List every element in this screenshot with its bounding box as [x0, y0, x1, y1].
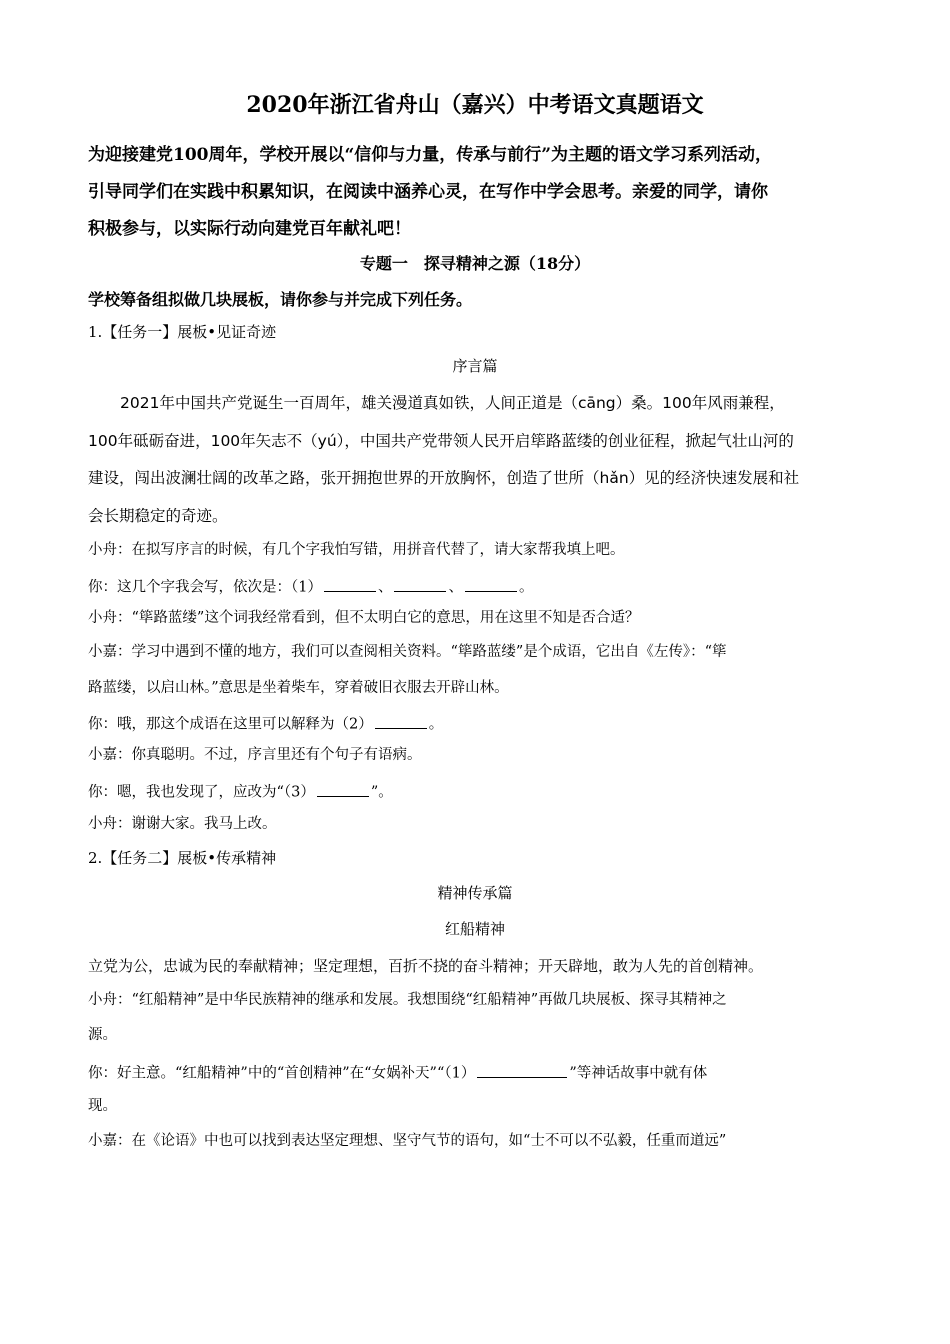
dialog-you-4-text: 你：好主意。“红船精神”中的“首创精神”在“女娲补天”“（1） — [88, 1065, 476, 1082]
answer-blank-3[interactable] — [465, 576, 517, 592]
dialog-you-4-end: ”等神话故事中就有体 — [569, 1065, 708, 1082]
blank-separator: 、 — [377, 579, 393, 596]
preface-line-4: 会长期稳定的奇迹。 — [88, 507, 228, 525]
dialog-you-2 — [88, 713, 443, 734]
blank-separator: 、 — [448, 579, 463, 596]
dialog-xiaojia-3: 小嘉：在《论语》中也可以找到表达坚定理想、坚守气节的语句，如“士不可以不弘毅，任重而道远” — [88, 1133, 727, 1149]
dialog-you-4-line-2: 现。 — [88, 1098, 117, 1114]
answer-blank-6[interactable] — [477, 1062, 567, 1078]
topic1-instruction: 学校筹备组拟做几块展板，请你参与并完成下列任务。 — [88, 290, 473, 309]
task2-subtitle-1: 精神传承篇 — [437, 884, 513, 902]
topic1-heading: 专题一 探寻精神之源（18分） — [359, 254, 591, 273]
dialog-xiaojia-2: 小嘉：你真聪明。不过，序言里还有个句子有语病。 — [88, 747, 422, 763]
preface-line-2: 100年砥砺奋进，100年矢志不（yú），中国共产党带领人民开启筚路蓝缕的创业征程，掀起气壮山河的 — [88, 432, 794, 450]
dialog-you-2-end: 。 — [428, 716, 444, 733]
task2-label: 2.【任务二】展板•传承精神 — [88, 849, 277, 867]
preface-line-1: 2021年中国共产党诞生一百周年，雄关漫道真如铁，人间正道是（cāng）桑。100年风雨兼程， — [120, 394, 785, 412]
answer-blank-5[interactable] — [317, 781, 369, 797]
dialog-you-3-end: ”。 — [370, 784, 393, 801]
task2-subtitle-2: 红船精神 — [444, 920, 505, 938]
dialog-xiaojia-1-line-2: 路蓝缕，以启山林。”意思是坐着柴车，穿着破旧衣服去开辟山林。 — [88, 680, 509, 696]
intro-line-3: 积极参与，以实际行动向建党百年献礼吧！ — [88, 219, 411, 239]
dialog-you-3 — [88, 781, 393, 802]
answer-blank-2[interactable] — [394, 576, 446, 592]
dialog-you-1-text: 你：这几个字我会写，依次是：（1） — [88, 579, 322, 596]
dialog-xiaozhou-3: 小舟：谢谢大家。我马上改。 — [88, 816, 277, 832]
answer-blank-1[interactable] — [324, 576, 376, 592]
red-boat-spirit-text: 立党为公，忠诚为民的奉献精神；坚定理想，百折不挠的奋斗精神；开天辟地，敢为人先的首创精神。 — [88, 957, 764, 975]
dialog-you-3-text: 你：嗯，我也发现了，应改为“（3） — [88, 784, 315, 801]
dialog-xiaozhou-4-line-1: 小舟：“红船精神”是中华民族精神的继承和发展。我想围绕“红船精神”再做几块展板、探寻其精神之 — [88, 992, 727, 1008]
task1-label: 1.【任务一】展板•见证奇迹 — [88, 323, 277, 341]
dialog-you-1 — [88, 576, 533, 597]
dialog-xiaozhou-4-line-2: 源。 — [88, 1027, 117, 1043]
dialog-xiaojia-1-line-1: 小嘉：学习中遇到不懂的地方，我们可以查阅相关资料。“筚路蓝缕”是个成语，它出自《左传》：“筚 — [88, 644, 727, 660]
intro-line-1: 为迎接建党100周年，学校开展以“信仰与力量，传承与前行”为主题的语文学习系列活动， — [88, 145, 773, 165]
dialog-you-1-end: 。 — [518, 579, 534, 596]
answer-blank-4[interactable] — [375, 713, 427, 729]
dialog-xiaozhou-2: 小舟：“筚路蓝缕”这个词我经常看到，但不太明白它的意思，用在这里不知是否合适？ — [88, 610, 640, 626]
preface-line-3: 建设，闯出波澜壮阔的改革之路，张开拥抱世界的开放胸怀，创造了世所（hǎn）见的经济快速发展和社 — [88, 469, 800, 487]
dialog-you-4 — [88, 1062, 707, 1083]
dialog-you-2-text: 你：哦，那这个成语在这里可以解释为（2） — [88, 716, 373, 733]
page-title: 2020年浙江省舟山（嘉兴）中考语文真题语文 — [246, 92, 704, 118]
intro-line-2: 引导同学们在实践中积累知识，在阅读中涵养心灵，在写作中学会思考。亲爱的同学，请你 — [88, 182, 768, 202]
dialog-xiaozhou-1: 小舟：在拟写序言的时候，有几个字我怕写错，用拼音代替了，请大家帮我填上吧。 — [88, 542, 625, 558]
task1-subtitle: 序言篇 — [452, 357, 498, 375]
